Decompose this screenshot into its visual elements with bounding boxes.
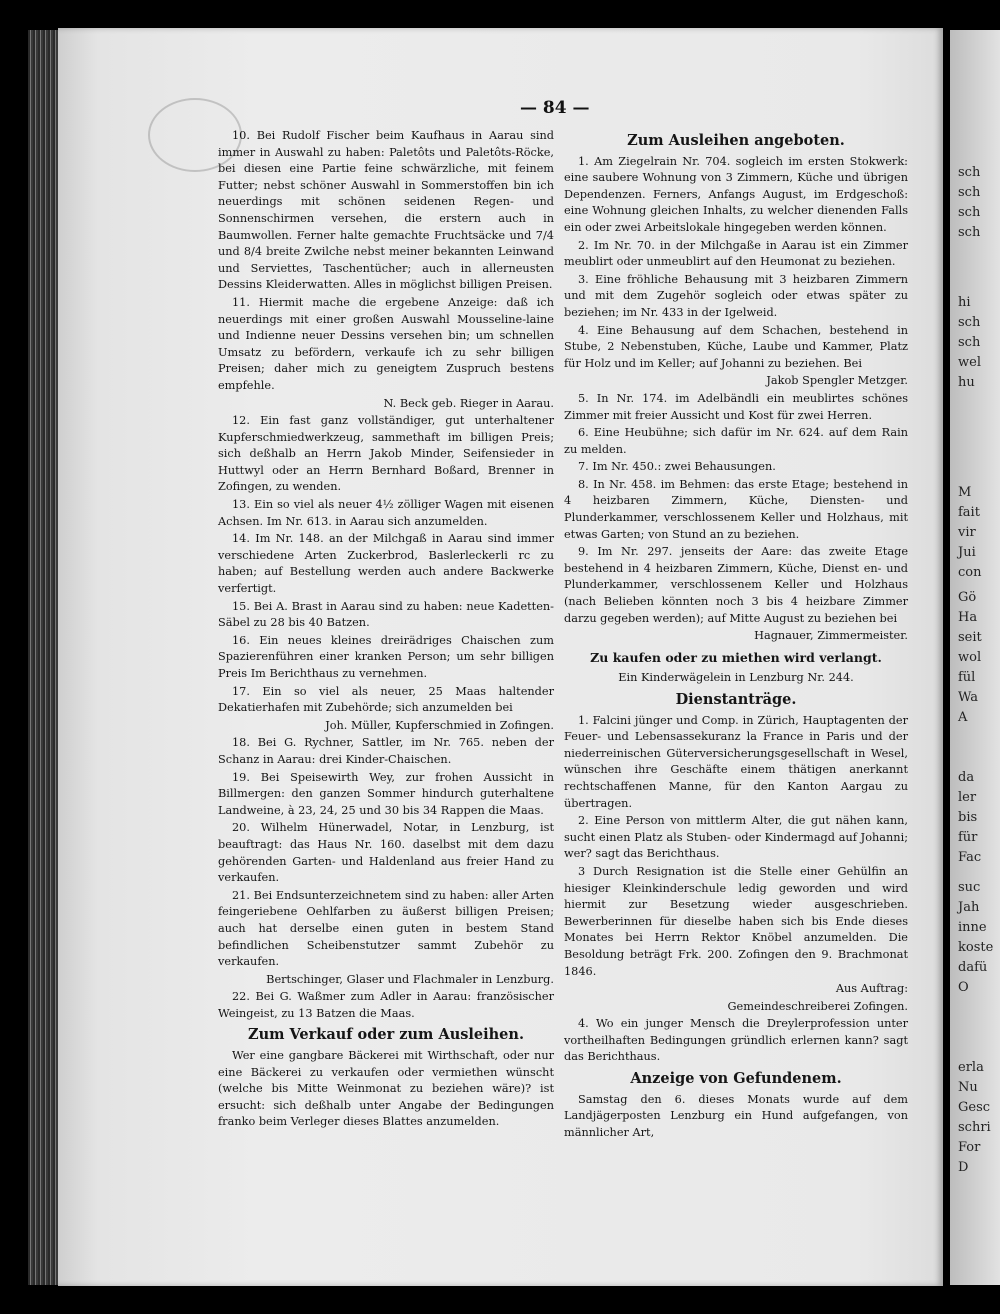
next-page-fragment: für <box>958 830 978 845</box>
section-heading: Anzeige von Gefundenem. <box>630 1070 842 1088</box>
paragraph: 20. Wilhelm Hünerwadel, Notar, in Lenzburg, ist beauftragt: das Haus Nr. 160. daselbst mit dem dazu gehörenden Garten- und Haldenland aus freier Hand zu verkaufen. <box>218 821 554 885</box>
next-page-fragment: koste <box>958 940 994 955</box>
section-heading: Dienstanträge. <box>675 691 797 708</box>
paragraph: 7. Im Nr. 450.: zwei Behausungen. <box>578 460 776 474</box>
paragraph: 5. In Nr. 174. im Adelbändli ein meublirtes schönes Zimmer mit freier Aussicht und Kost für zwei Herren. <box>564 391 908 422</box>
paragraph: 21. Bei Endsunterzeichnetem sind zu haben: aller Arten feingeriebene Oehlfarben zu äußerst billigen Preisen; auch hat derselbe einen guten in bestem Stand befindlichen Scheibenstutzer sammt Zubehör zu verkaufen. <box>218 888 554 969</box>
left-column <box>218 128 554 1132</box>
next-page-fragment: da <box>958 770 975 785</box>
paragraph: 18. Bei G. Rychner, Sattler, im Nr. 765. neben der Schanz in Aarau: drei Kinder-Chaischen. <box>218 736 554 766</box>
paragraph: 10. Bei Rudolf Fischer beim Kaufhaus in Aarau sind immer in Auswahl zu haben: Paletôts und Paletôts-Röcke, bei diesen eine Partie feine schwärzliche, mit feinem Futter; nebst schöner Auswahl in Sommerstoffen bin ich neuerdings mit schönen seidenen Regen- und Sonnenschirmen versehen, die erstern auch in Baumwollen. Ferner halte gemachte Fruchtsäcke und 7/4 und 8/4 breite Zwilche nebst meiner bekannten Leinwand und Serviettes, Taschentücher; auch in allerneusten Dessins Kleiderwatten. Alles in möglichst billigen Preisen. <box>218 129 554 292</box>
paragraph: 4. Eine Behausung auf dem Schachen, bestehend in Stube, 2 Nebenstuben, Küche, Laube und Kammer, Platz für Holz und im Keller; auf Johanni zu beziehen. Bei <box>564 323 908 370</box>
paragraph: 17. Ein so viel als neuer, 25 Maas haltender Dekatierhafen mit Zubehörde; sich anzumelden bei <box>218 684 554 715</box>
paragraph: 11. Hiermit mache die ergebene Anzeige: daß ich neuerdings mit einer großen Auswahl Mousseline-laine und Indienne neuer Dessins versehen bin; um schnellen Umsatz zu befördern, verkaufe ich zu sehr billigen Preisen; daher mich zu geneigtem Zuspruch bestens empfehle. <box>218 295 554 392</box>
paragraph: 3 Durch Resignation ist die Stelle einer Gehülfin an hiesiger Kleinkinderschule ledig geworden und wird hiermit zur Besetzung wieder ausgeschrieben. Bewerberinnen für dieselbe haben sich bis Ende dieses Monates bei Herrn Rektor Knöbel anzumelden. Die Besoldung beträgt Frk. 200. Zofingen den 9. Brachmonat 1846. <box>564 864 908 978</box>
signature-line: N. Beck geb. Rieger in Aarau. <box>383 396 554 410</box>
next-page-fragment: Nu <box>958 1080 978 1095</box>
next-page-fragment: inne <box>958 920 987 935</box>
paragraph: 8. In Nr. 458. im Behmen: das erste Etage; bestehend in 4 heizbaren Zimmern, Küche, Diensten- und Plunderkammer, verschlossenem Keller und Holzhaus, mit etwas Garten; von Stund an zu beziehen. <box>564 477 908 541</box>
next-page-fragment: erla <box>958 1060 984 1075</box>
paragraph: 9. Im Nr. 297. jenseits der Aare: das zweite Etage bestehend in 4 heizbaren Zimmern, Küche, Dienst en- und Plunderkammer, verschlossenem Keller und Holzhaus (nach Belieben könnten noch 3 bis 4 heizbare Zimmer darzu gegeben werden); auf Mitte August zu beziehen bei <box>564 545 908 625</box>
paragraph: 4. Wo ein junger Mensch die Dreylerprofession unter vortheilhaften Bedingungen gründlich erlernen kann? sagt das Berichthaus. <box>564 1017 908 1064</box>
next-page-fragment: sch <box>958 315 981 330</box>
next-page-fragment: sch <box>958 165 981 180</box>
next-page-fragment: Gesc <box>958 1100 991 1115</box>
centered-line: Ein Kinderwägelein in Lenzburg Nr. 244. <box>618 671 854 685</box>
next-page-fragment: Gö <box>958 590 977 605</box>
next-page-fragment: Fac <box>958 850 982 865</box>
paragraph: 1. Falcini jünger und Comp. in Zürich, Hauptagenten der Feuer- und Lebensassekuranz la France in Paris und der niederreinischen Güterversicherungsgesellschaft in Wesel, wünschen ihre Geschäfte einem thätigen anerkannt rechtschaffenen Manne, für den Kanton Aargau zu übertragen. <box>564 713 908 810</box>
paragraph: 2. Eine Person von mittlerm Alter, die gut nähen kann, sucht einen Platz als Stuben- oder Kindermagd auf Johanni; wer? sagt das Berichthaus. <box>564 814 908 861</box>
paragraph: 13. Ein so viel als neuer 4½ zölliger Wagen mit eisenen Achsen. Im Nr. 613. in Aarau sich anzumelden. <box>218 498 554 528</box>
next-page-fragment: sch <box>958 205 981 220</box>
paragraph: 2. Im Nr. 70. in der Milchgaße in Aarau ist ein Zimmer meublirt oder unmeublirt auf den Heumonat zu beziehen. <box>564 238 908 269</box>
next-page-edge <box>950 30 1000 1285</box>
signature-line: Jakob Spengler Metzger. <box>766 374 908 388</box>
paragraph: 6. Eine Heubühne; sich dafür im Nr. 624. auf dem Rain zu melden. <box>564 426 908 456</box>
next-page-fragment: suc <box>958 880 981 895</box>
paragraph: Samstag den 6. dieses Monats wurde auf dem Landjägerposten Lenzburg ein Hund aufgefangen, von männlicher Art, <box>564 1092 908 1139</box>
signature-line: Hagnauer, Zimmermeister. <box>754 629 908 643</box>
next-page-fragment: seit <box>958 630 982 645</box>
next-page-fragment: wel <box>958 355 981 370</box>
section-heading: Zum Ausleihen angeboten. <box>627 132 845 149</box>
next-page-fragment: ler <box>958 790 977 805</box>
next-page-fragment: Jah <box>958 900 980 915</box>
next-page-fragment: dafü <box>958 960 988 975</box>
next-page-fragment: O <box>958 980 969 995</box>
paragraph: 22. Bei G. Waßmer zum Adler in Aarau: französischer Weingeist, zu 13 Batzen die Maas. <box>218 990 554 1020</box>
next-page-fragment: sch <box>958 185 981 200</box>
next-page-fragment: Wa <box>958 690 978 705</box>
section-heading: Zum Verkauf oder zum Ausleihen. <box>247 1026 525 1044</box>
next-page-fragment: fül <box>958 670 976 685</box>
next-page-fragment: sch <box>958 335 981 350</box>
next-page-fragment: Ha <box>958 610 978 625</box>
paragraph: 1. Am Ziegelrain Nr. 704. sogleich im ersten Stokwerk: eine saubere Wohnung von 3 Zimmern, Küche und übrigen Dependenzen. Ferners, Anfangs August, im Erdgeschoß: eine Wohnung gleichen Inhalts, zu welcher dienenden Falls ein oder zwei Arbeitslokale hingegeben werden können. <box>564 154 908 234</box>
next-page-fragment: schri <box>958 1120 991 1135</box>
paragraph: 16. Ein neues kleines dreirädriges Chaischen zum Spazierenführen einer kranken Person; um sehr billigen Preis Im Berichthaus zu vernehmen. <box>218 633 554 680</box>
next-page-fragment: hu <box>958 375 975 390</box>
next-page-fragment: D <box>958 1160 969 1175</box>
right-column <box>564 128 908 1142</box>
next-page-fragment: hi <box>958 295 971 310</box>
signature-line: Aus Auftrag: <box>835 982 908 996</box>
next-page-fragment: bis <box>958 810 978 825</box>
next-page-fragment: wol <box>958 650 982 665</box>
paragraph: 12. Ein fast ganz vollständiger, gut unterhaltener Kupferschmiedwerkzeug, sammethaft im billigen Preis; sich deßhalb an Herrn Jakob Minder, Seifensieder in Huttwyl oder an Herrn Bernhard Boßard, Brenner in Zofingen, zu wenden. <box>218 414 554 494</box>
next-page-fragment: Jui <box>958 545 976 560</box>
paragraph: 14. Im Nr. 148. an der Milchgaß in Aarau sind immer verschiedene Arten Zuckerbrod, Baslerleckerli rc zu haben; auf Bestellung werden auch andere Backwerke verfertigt. <box>218 532 554 596</box>
paragraph: 3. Eine fröhliche Behausung mit 3 heizbaren Zimmern und mit dem Zugehör sogleich oder etwas später zu beziehen; im Nr. 433 in der Igelweid. <box>564 272 908 319</box>
paragraph: 19. Bei Speisewirth Wey, zur frohen Aussicht in Billmergen: den ganzen Sommer hindurch guterhaltene Landweine, à 23, 24, 25 und 30 bis 34 Rappen die Maas. <box>218 770 554 817</box>
next-page-fragment: For <box>958 1140 981 1155</box>
signature-line: Joh. Müller, Kupferschmied in Zofingen. <box>325 718 554 732</box>
next-page-fragment: con <box>958 565 982 580</box>
section-heading: Zu kaufen oder zu miethen wird verlangt. <box>590 649 882 665</box>
page-number: — 84 — <box>520 98 590 118</box>
next-page-fragment: M <box>958 485 972 500</box>
signature-line: Gemeindeschreiberei Zofingen. <box>727 999 908 1013</box>
paragraph: 15. Bei A. Brast in Aarau sind zu haben: neue Kadetten-Säbel zu 28 bis 40 Batzen. <box>218 599 554 630</box>
paragraph: Wer eine gangbare Bäckerei mit Wirthschaft, oder nur eine Bäckerei zu verkaufen oder vermiethen wünscht (welche bis Mitte Weinmonat zu beziehen wäre)? ist ersucht: sich deßhalb unter Angabe der Bedingungen franko beim Verleger dieses Blattes anzumelden. <box>218 1049 554 1129</box>
signature-line: Bertschinger, Glaser und Flachmaler in Lenzburg. <box>266 972 554 986</box>
next-page-fragment: A <box>958 710 968 725</box>
next-page-fragment: fait <box>958 505 980 520</box>
next-page-fragment: sch <box>958 225 981 240</box>
next-page-fragment: vir <box>958 525 976 540</box>
